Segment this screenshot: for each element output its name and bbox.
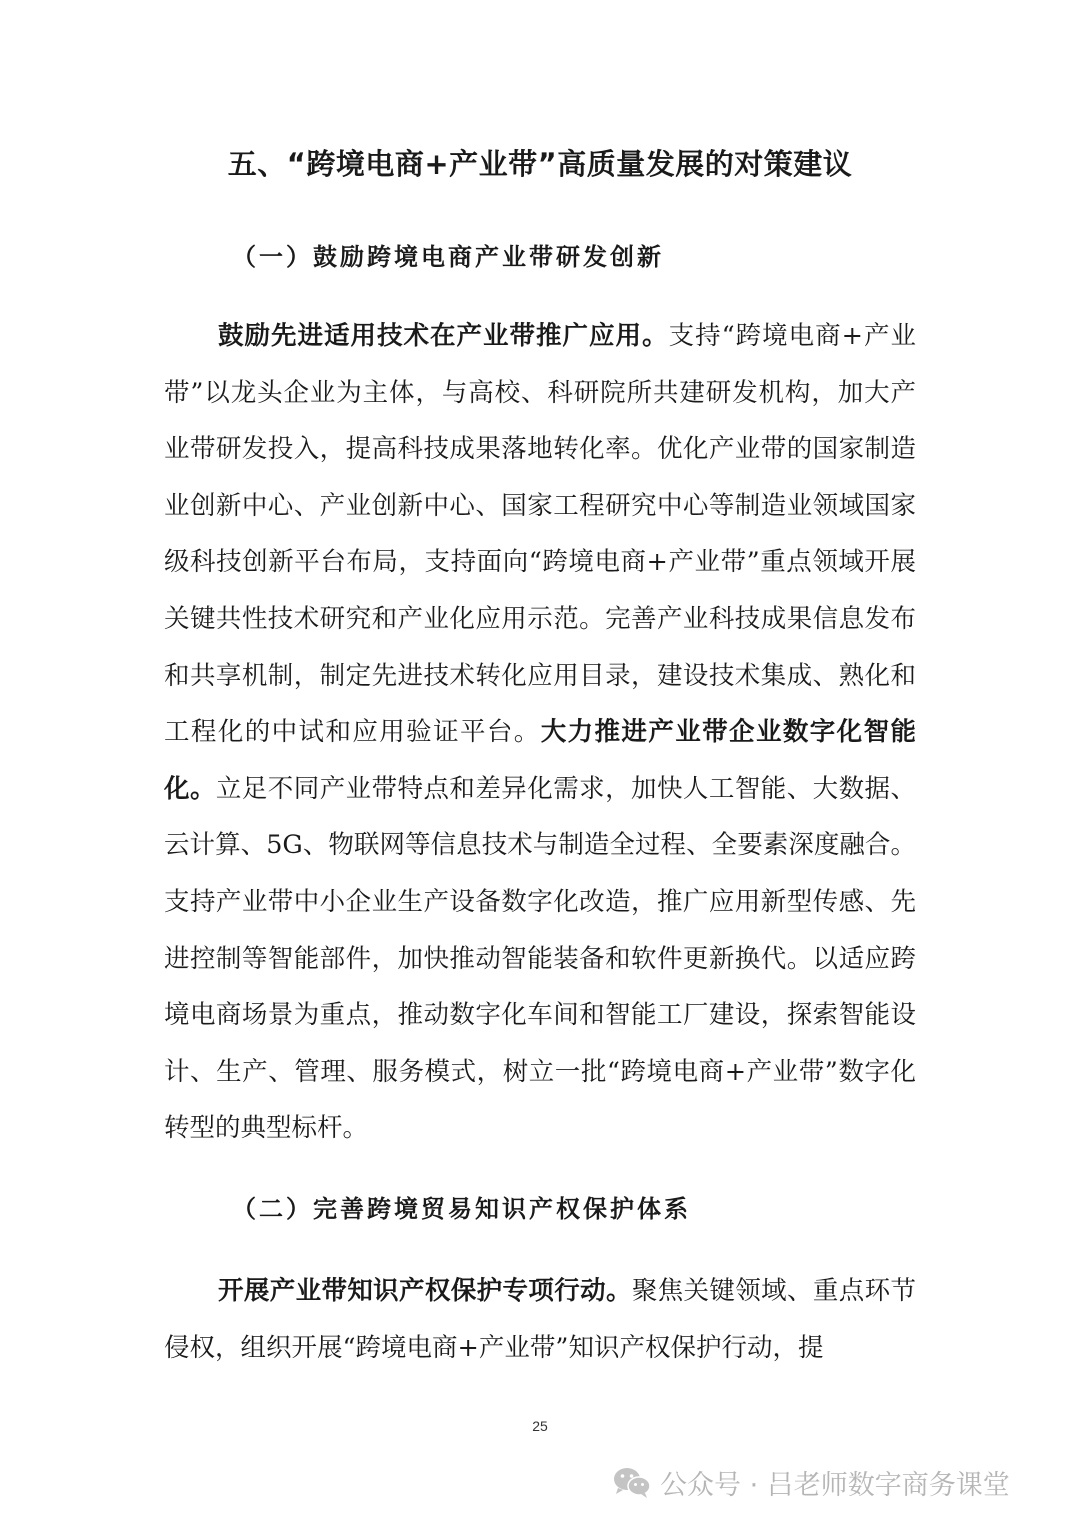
- paragraph-2-text: 聚焦关键领域、重点环节侵权，组织开展“跨境电商+产业带”知识产权保护行动，提: [164, 1276, 916, 1363]
- paragraph-1-text-a: 支持“跨境电商+产业带”以龙头企业为主体，与高校、科研院所共建研发机构，加大产业带研发投入，提高科技成果落地转化率。优化产业带的国家制造业创新中心、产业创新中心、国家工程研究中心等制造业领域国家级科技创新平台布局，支持面向“跨境电商+产业带”重点领域开展关键共性技术研究和产业化应用示范。完善产业科技成果信息发布和共享机制，制定先进技术转化应用目录，建设技术集成、熟化和工程化的中试和应用验证平台。: [164, 321, 916, 748]
- paragraph-2-lead: 开展产业带知识产权保护专项行动。: [218, 1276, 632, 1306]
- wechat-icon: [612, 1465, 652, 1499]
- paragraph-1-text-b: 立足不同产业带特点和差异化需求，加快人工智能、大数据、云计算、5G、物联网等信息技术与制造全过程、全要素深度融合。支持产业带中小企业生产设备数字化改造，推广应用新型传感、先进控制等智能部件，加快推动智能装备和软件更新换代。以适应跨境电商场景为重点，推动数字化车间和智能工厂建设，探索智能设计、生产、管理、服务模式，树立一批“跨境电商+产业带”数字化转型的典型标杆。: [164, 773, 916, 1144]
- section-title: 五、“跨境电商+产业带”高质量发展的对策建议: [227, 147, 853, 181]
- subsection-heading-1: （一）鼓励跨境电商产业带研发创新: [232, 243, 664, 271]
- paragraph-1: [164, 308, 916, 1157]
- page-number: 25: [532, 1418, 548, 1434]
- watermark: [612, 1460, 1010, 1504]
- paragraph-2: [164, 1263, 916, 1376]
- subsection-heading-2: （二）完善跨境贸易知识产权保护体系: [232, 1195, 691, 1223]
- paragraph-1-bold-b: 大力推进产业带企业数字化智能化。: [164, 717, 916, 804]
- watermark-text: 公众号 · 吕老师数字商务课堂: [660, 1469, 1010, 1501]
- paragraph-1-lead: 鼓励先进适用技术在产业带推广应用。: [218, 321, 669, 351]
